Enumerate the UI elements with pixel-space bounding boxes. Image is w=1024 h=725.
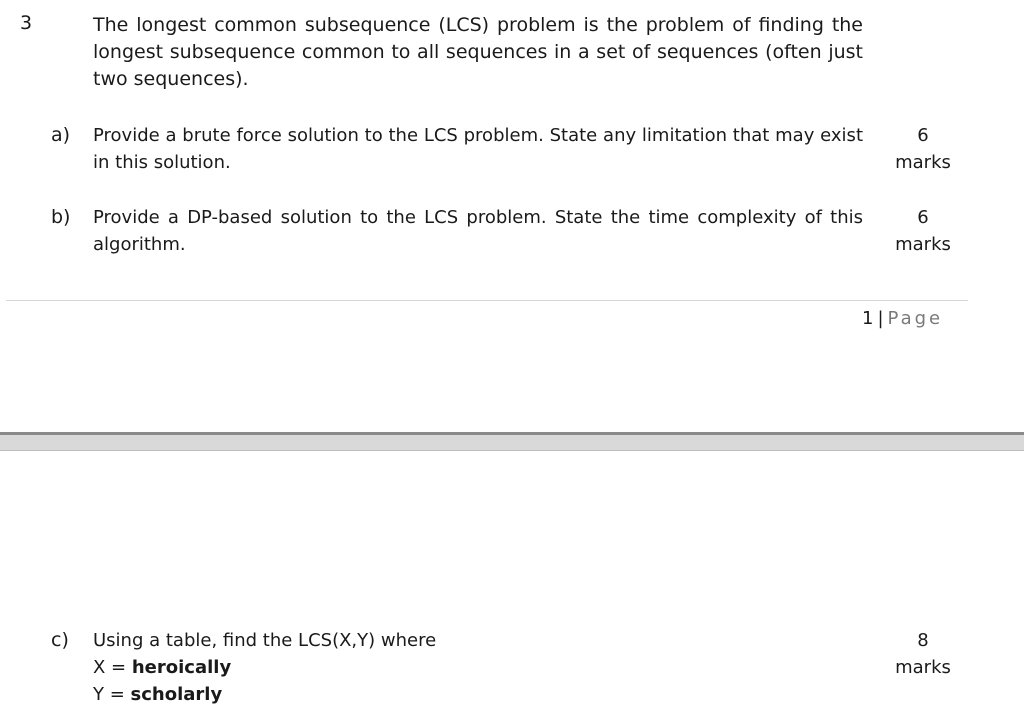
part-c-y-value: scholarly bbox=[130, 684, 223, 705]
part-b-marks-value: 6 bbox=[917, 207, 929, 228]
part-c-marks-value: 8 bbox=[917, 630, 929, 651]
part-a-label: a) bbox=[51, 124, 71, 146]
part-c-y-prefix: Y = bbox=[93, 684, 131, 705]
footer-divider bbox=[6, 300, 968, 301]
page-number-separator: | bbox=[877, 308, 884, 329]
part-c-x-line bbox=[93, 654, 863, 681]
page-break bbox=[0, 432, 1024, 451]
part-b-label: b) bbox=[51, 206, 71, 228]
part-a-text: Provide a brute force solution to the LCS problem. State any limitation that may exist in this solution. bbox=[93, 125, 863, 173]
part-b-text: Provide a DP-based solution to the LCS problem. State the time complexity of this algorithm. bbox=[93, 207, 863, 255]
part-b-marks-unit: marks bbox=[895, 234, 951, 255]
part-a-marks bbox=[880, 122, 966, 176]
part-a-marks-unit: marks bbox=[895, 152, 951, 173]
page-number-word: Page bbox=[887, 308, 944, 329]
part-c-x-prefix: X = bbox=[93, 657, 132, 678]
part-c-text bbox=[93, 627, 863, 708]
document-page-2 bbox=[0, 451, 1024, 725]
part-c-marks bbox=[880, 627, 966, 681]
part-c-label: c) bbox=[51, 629, 69, 651]
part-c-prompt: Using a table, find the LCS(X,Y) where bbox=[93, 630, 437, 651]
question-intro: The longest common subsequence (LCS) problem is the problem of finding the longest subsequence common to all sequences in a set of sequences (often just two sequences). bbox=[93, 14, 863, 90]
part-b-marks bbox=[880, 204, 966, 258]
part-a-marks-value: 6 bbox=[917, 125, 929, 146]
page-number-value: 1 bbox=[862, 308, 874, 329]
question-number: 3 bbox=[20, 12, 33, 34]
part-c-marks-unit: marks bbox=[895, 657, 951, 678]
part-c-y-line bbox=[93, 681, 863, 708]
part-c-x-value: heroically bbox=[131, 657, 232, 678]
page-number bbox=[862, 306, 943, 332]
